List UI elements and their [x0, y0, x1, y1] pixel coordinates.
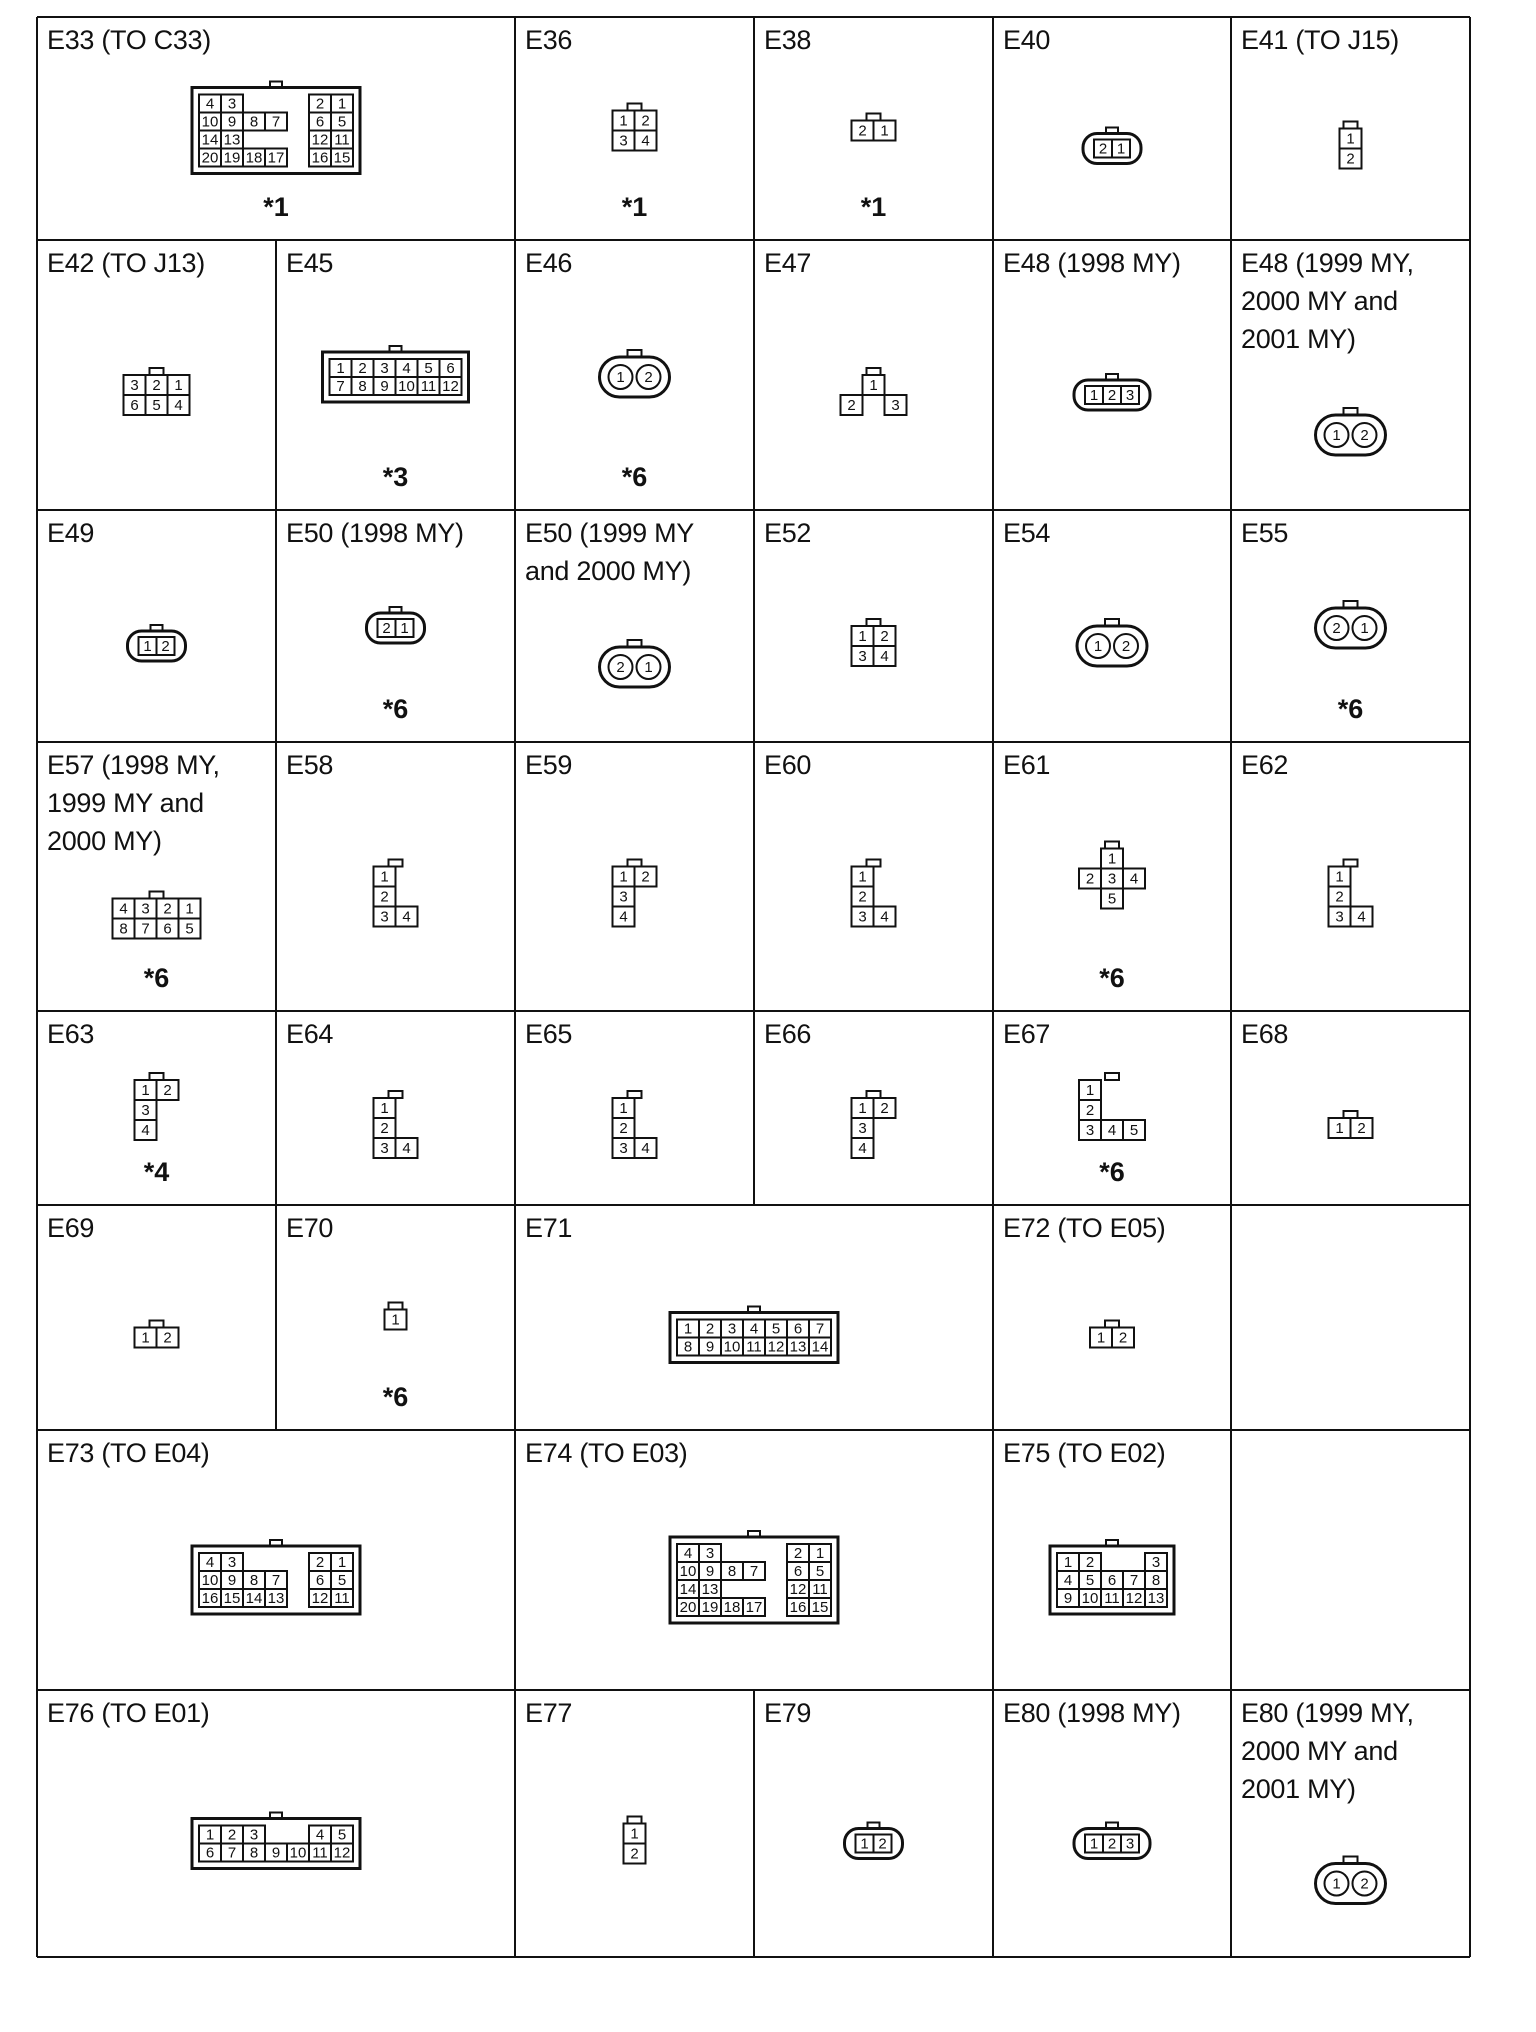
pin-number: 3	[619, 132, 628, 150]
connector-label: E73 (TO E04)	[47, 1438, 210, 1468]
connector-footnote: *6	[1337, 694, 1364, 724]
pin-number: 2	[1346, 150, 1355, 168]
pin-number: 4	[641, 1140, 650, 1157]
pin-number: 19	[701, 1599, 719, 1616]
connector-label: E36	[525, 25, 573, 55]
pin-number: 9	[271, 1844, 281, 1862]
pin-number: 4	[402, 360, 411, 377]
pin-number: 3	[1125, 387, 1135, 404]
pin-number: 9	[227, 113, 237, 131]
pin-number: 8	[249, 1844, 259, 1862]
pin-number: 11	[812, 1581, 828, 1598]
pin-number: 7	[271, 1572, 281, 1589]
pin-number: 4	[141, 1122, 150, 1139]
pin-number: 6	[446, 360, 455, 377]
pin-number: 7	[815, 1320, 825, 1338]
pin-number: 1	[858, 1100, 867, 1117]
connector-label: E65	[525, 1019, 573, 1049]
pin-number: 1	[1063, 1554, 1073, 1571]
pin-number: 3	[380, 360, 389, 377]
pin-number: 3	[1125, 1835, 1135, 1853]
pin-number: 8	[119, 920, 128, 938]
pin-number: 9	[705, 1563, 715, 1580]
pin-number: 12	[1125, 1590, 1143, 1607]
pin-number: 4	[683, 1545, 693, 1562]
pin-number: 2	[152, 377, 161, 394]
pin-number: 11	[312, 1844, 328, 1862]
pin-number: 5	[337, 1572, 347, 1589]
pin-number: 1	[141, 1082, 150, 1099]
pin-number: 3	[858, 648, 867, 665]
pin-number: 5	[771, 1320, 781, 1338]
pin-number: 3	[130, 377, 139, 394]
connector-label: E71	[525, 1213, 573, 1243]
connector-footnote: *1	[263, 192, 289, 222]
pin-number: 2	[858, 888, 867, 906]
pin-number: 2	[227, 1826, 237, 1844]
pin-number: 5	[1085, 1572, 1095, 1589]
pin-number: 1	[616, 369, 625, 386]
connector-label: E50 (1998 MY)	[286, 518, 464, 548]
pin-number: 3	[891, 397, 900, 414]
connector-label: E57 (1998 MY, 1999 MY and 2000 MY)	[47, 750, 220, 856]
pin-number: 6	[793, 1563, 803, 1580]
pin-number: 11	[420, 378, 437, 395]
pin-number: 2	[1098, 140, 1108, 158]
pin-number: 1	[1089, 1835, 1099, 1853]
connector-label: E52	[764, 518, 812, 548]
pin-number: 1	[1332, 1875, 1341, 1893]
pin-number: 17	[745, 1599, 763, 1616]
pin-number: 3	[858, 1120, 867, 1137]
pin-number: 1	[860, 1835, 869, 1853]
pin-number: 4	[1357, 908, 1366, 926]
pin-number: 5	[152, 397, 161, 414]
pin-number: 2	[705, 1320, 715, 1338]
pin-number: 7	[271, 113, 281, 131]
pin-number: 2	[1357, 1120, 1366, 1137]
pin-number: 11	[334, 131, 350, 149]
connector-label: E66	[764, 1019, 812, 1049]
pin-number: 5	[337, 113, 347, 131]
pin-number: 5	[815, 1563, 825, 1580]
pin-number: 12	[767, 1338, 785, 1356]
pin-number: 3	[227, 1554, 237, 1571]
pin-number: 2	[641, 112, 650, 130]
pin-number: 2	[358, 360, 367, 377]
pin-number: 1	[1093, 638, 1103, 655]
pin-number: 2	[644, 369, 653, 386]
pin-number: 6	[130, 397, 139, 414]
connector-footnote: *6	[621, 462, 648, 492]
pin-number: 1	[205, 1826, 215, 1844]
connector-label: E75 (TO E02)	[1003, 1438, 1166, 1468]
connector-label: E61	[1003, 750, 1051, 780]
pin-number: 1	[1335, 1120, 1344, 1137]
pin-number: 6	[205, 1844, 215, 1862]
pin-number: 2	[880, 628, 889, 645]
connector-footnote: *6	[382, 694, 409, 724]
pin-number: 1	[380, 868, 389, 886]
connector-label: E80 (1998 MY)	[1003, 1698, 1181, 1728]
pin-number: 9	[380, 378, 389, 395]
connector-footnote: *3	[382, 462, 409, 492]
pin-number: 4	[402, 908, 411, 926]
pin-number: 17	[267, 149, 285, 167]
pin-number: 1	[380, 1100, 389, 1117]
pin-number: 18	[245, 149, 263, 167]
pin-number: 2	[619, 1120, 628, 1137]
pin-number: 1	[1360, 620, 1369, 637]
pin-number: 2	[630, 1845, 639, 1863]
pin-number: 1	[337, 95, 347, 113]
pin-number: 11	[1104, 1590, 1120, 1607]
pin-number: 1	[858, 628, 867, 645]
pin-number: 15	[223, 1590, 241, 1607]
pin-number: 2	[380, 1120, 389, 1137]
pin-number: 3	[1335, 908, 1344, 926]
pin-number: 7	[1129, 1572, 1139, 1589]
pin-number: 3	[705, 1545, 715, 1562]
connector-label: E49	[47, 518, 95, 548]
pin-number: 1	[1332, 427, 1341, 444]
connector-label: E60	[764, 750, 812, 780]
pin-number: 13	[267, 1590, 285, 1607]
pin-number: 18	[723, 1599, 741, 1616]
pin-number: 10	[201, 113, 219, 131]
pin-number: 6	[315, 1572, 325, 1589]
pin-number: 9	[227, 1572, 237, 1589]
pin-number: 9	[705, 1338, 715, 1356]
pin-number: 2	[793, 1545, 803, 1562]
connector-label: E69	[47, 1213, 95, 1243]
pin-number: 4	[858, 1140, 867, 1157]
connector-label: E50 (1999 MY and 2000 MY)	[525, 518, 694, 586]
pin-number: 14	[811, 1338, 829, 1356]
pin-number: 3	[141, 900, 150, 918]
pin-number: 1	[880, 122, 889, 140]
pin-number: 20	[679, 1599, 697, 1616]
pin-number: 11	[334, 1590, 350, 1607]
pin-number: 3	[727, 1320, 737, 1338]
pin-number: 5	[1107, 890, 1117, 908]
connector-label: E46	[525, 248, 573, 278]
connector-label: E41 (TO J15)	[1241, 25, 1399, 55]
pin-number: 12	[311, 1590, 329, 1607]
pin-number: 1	[174, 377, 183, 394]
pin-number: 8	[727, 1563, 737, 1580]
pin-number: 1	[1346, 130, 1355, 148]
pin-number: 4	[641, 132, 650, 150]
pin-number: 1	[1096, 1329, 1106, 1347]
pin-number: 4	[315, 1826, 325, 1844]
connector-label: E63	[47, 1019, 95, 1049]
pin-number: 7	[227, 1844, 237, 1862]
pin-number: 1	[143, 638, 152, 655]
pin-number: 3	[380, 908, 389, 926]
connector-label: E68	[1241, 1019, 1289, 1049]
connector-footnote: *6	[382, 1382, 409, 1412]
pin-number: 2	[382, 620, 391, 637]
pin-number: 13	[701, 1581, 719, 1598]
pin-number: 1	[141, 1329, 150, 1347]
pin-number: 3	[380, 1140, 389, 1157]
pin-number: 2	[1085, 1102, 1095, 1119]
pin-number: 1	[815, 1545, 825, 1562]
pin-number: 13	[789, 1338, 807, 1356]
pin-number: 3	[1085, 1122, 1095, 1139]
pin-number: 2	[380, 888, 389, 906]
connector-label: E55	[1241, 518, 1289, 548]
pin-number: 2	[1107, 387, 1117, 404]
connector-label: E42 (TO J13)	[47, 248, 205, 278]
connector-label: E74 (TO E03)	[525, 1438, 688, 1468]
pin-number: 1	[619, 1100, 628, 1117]
pin-number: 6	[315, 113, 325, 131]
pin-number: 2	[161, 638, 170, 655]
pin-number: 2	[847, 397, 856, 414]
pin-number: 4	[1129, 870, 1139, 888]
connector-footnote: *4	[143, 1157, 170, 1187]
pin-number: 3	[249, 1826, 259, 1844]
pin-number: 2	[1360, 427, 1369, 444]
pin-number: 4	[749, 1320, 759, 1338]
pin-number: 4	[119, 900, 128, 918]
pin-number: 2	[315, 1554, 325, 1571]
pin-number: 1	[644, 659, 653, 676]
pin-number: 8	[249, 1572, 259, 1589]
pin-number: 13	[1147, 1590, 1165, 1607]
connector-label: E38	[764, 25, 812, 55]
pin-number: 6	[163, 920, 172, 938]
pin-number: 10	[289, 1844, 307, 1862]
pin-number: 8	[1151, 1572, 1161, 1589]
pin-number: 1	[869, 377, 878, 394]
pin-number: 1	[630, 1825, 639, 1843]
pin-number: 10	[398, 378, 415, 395]
connector-label: E48 (1999 MY, 2000 MY and 2001 MY)	[1241, 248, 1414, 354]
pin-number: 1	[391, 1311, 400, 1329]
connector-label: E40	[1003, 25, 1051, 55]
pin-number: 16	[789, 1599, 807, 1616]
pin-number: 6	[793, 1320, 803, 1338]
connector-label: E58	[286, 750, 334, 780]
pin-number: 2	[880, 1100, 889, 1117]
connector-label: E54	[1003, 518, 1051, 548]
connector-label: E48 (1998 MY)	[1003, 248, 1181, 278]
pin-number: 5	[424, 360, 433, 377]
pin-number: 4	[880, 908, 889, 926]
pin-number: 2	[1118, 1329, 1128, 1347]
pin-number: 2	[1335, 888, 1344, 906]
pin-number: 2	[1085, 1554, 1095, 1571]
connector-label: E80 (1999 MY, 2000 MY and 2001 MY)	[1241, 1698, 1414, 1804]
pin-number: 6	[1107, 1572, 1117, 1589]
pin-number: 2	[315, 95, 325, 113]
pin-number: 1	[619, 112, 628, 130]
pin-number: 16	[311, 149, 329, 167]
pin-number: 7	[336, 378, 345, 395]
pin-number: 2	[616, 659, 625, 676]
connector-label: E72 (TO E05)	[1003, 1213, 1166, 1243]
connector-label: E47	[764, 248, 812, 278]
pin-number: 15	[811, 1599, 829, 1616]
connector-footnote: *6	[1099, 1157, 1125, 1187]
pin-number: 2	[641, 868, 650, 886]
pin-number: 4	[1063, 1572, 1073, 1589]
pin-number: 1	[400, 620, 409, 637]
pin-number: 1	[336, 360, 345, 377]
pin-number: 4	[205, 95, 215, 113]
connector-label: E33 (TO C33)	[47, 25, 211, 55]
connector-label: E70	[286, 1213, 334, 1243]
pin-number: 19	[223, 149, 241, 167]
pin-number: 10	[679, 1563, 697, 1580]
pin-number: 12	[311, 131, 329, 149]
pin-number: 4	[880, 648, 889, 665]
pin-number: 2	[1085, 870, 1095, 888]
pin-number: 12	[789, 1581, 807, 1598]
pin-number: 5	[185, 920, 194, 938]
pin-number: 3	[1107, 870, 1117, 888]
pin-number: 7	[749, 1563, 759, 1580]
pin-number: 1	[858, 868, 867, 886]
pin-number: 9	[1063, 1590, 1073, 1607]
pin-number: 1	[185, 900, 194, 918]
pin-number: 1	[1085, 1082, 1095, 1099]
pin-number: 3	[141, 1102, 150, 1119]
pin-number: 4	[619, 908, 628, 926]
pin-number: 1	[1107, 850, 1117, 868]
connector-footnote: *1	[860, 192, 887, 222]
pin-number: 14	[201, 131, 219, 149]
pin-number: 1	[1089, 387, 1099, 404]
pin-number: 5	[1129, 1122, 1139, 1139]
pin-number: 16	[201, 1590, 219, 1607]
pin-number: 5	[337, 1826, 347, 1844]
pin-number: 2	[163, 1329, 172, 1347]
connector-label: E79	[764, 1698, 812, 1728]
pin-number: 2	[1121, 638, 1131, 655]
pin-number: 14	[245, 1590, 263, 1607]
pin-number: 2	[1332, 620, 1341, 637]
pin-number: 10	[723, 1338, 741, 1356]
pin-number: 3	[227, 95, 237, 113]
pin-number: 3	[858, 908, 867, 926]
pin-number: 4	[402, 1140, 411, 1157]
pin-number: 4	[205, 1554, 215, 1571]
pin-number: 8	[249, 113, 259, 131]
pin-number: 1	[683, 1320, 693, 1338]
pin-number: 1	[337, 1554, 347, 1571]
connector-label: E67	[1003, 1019, 1051, 1049]
pin-number: 1	[619, 868, 628, 886]
connector-label: E77	[525, 1698, 573, 1728]
pin-number: 11	[746, 1338, 762, 1356]
pin-number: 2	[878, 1835, 887, 1853]
connector-label: E45	[286, 248, 334, 278]
pin-number: 8	[358, 378, 367, 395]
pin-number: 3	[619, 1140, 628, 1157]
pin-number: 2	[1360, 1875, 1369, 1893]
connector-label: E62	[1241, 750, 1289, 780]
pin-number: 20	[201, 149, 219, 167]
pin-number: 3	[619, 888, 628, 906]
pin-number: 2	[1107, 1835, 1117, 1853]
pin-number: 2	[163, 900, 172, 918]
pin-number: 14	[679, 1581, 697, 1598]
pin-number: 12	[333, 1844, 351, 1862]
pin-number: 8	[683, 1338, 693, 1356]
pin-number: 10	[201, 1572, 219, 1589]
pin-number: 12	[442, 378, 459, 395]
pin-number: 13	[223, 131, 241, 149]
pin-number: 2	[163, 1082, 172, 1099]
connector-label: E59	[525, 750, 573, 780]
connector-footnote: *1	[621, 192, 648, 222]
connector-footnote: *6	[1099, 963, 1125, 993]
pin-number: 7	[141, 920, 150, 938]
pin-number: 15	[333, 149, 351, 167]
connector-label: E76 (TO E01)	[47, 1698, 210, 1728]
pin-number: 3	[1151, 1554, 1161, 1571]
pin-number: 1	[1116, 140, 1126, 158]
pin-number: 10	[1081, 1590, 1099, 1607]
pin-number: 4	[1107, 1122, 1117, 1139]
connector-footnote: *6	[143, 963, 170, 993]
pin-number: 4	[174, 397, 183, 414]
pin-number: 2	[858, 122, 867, 140]
pin-number: 1	[1335, 868, 1344, 886]
connector-label: E64	[286, 1019, 334, 1049]
